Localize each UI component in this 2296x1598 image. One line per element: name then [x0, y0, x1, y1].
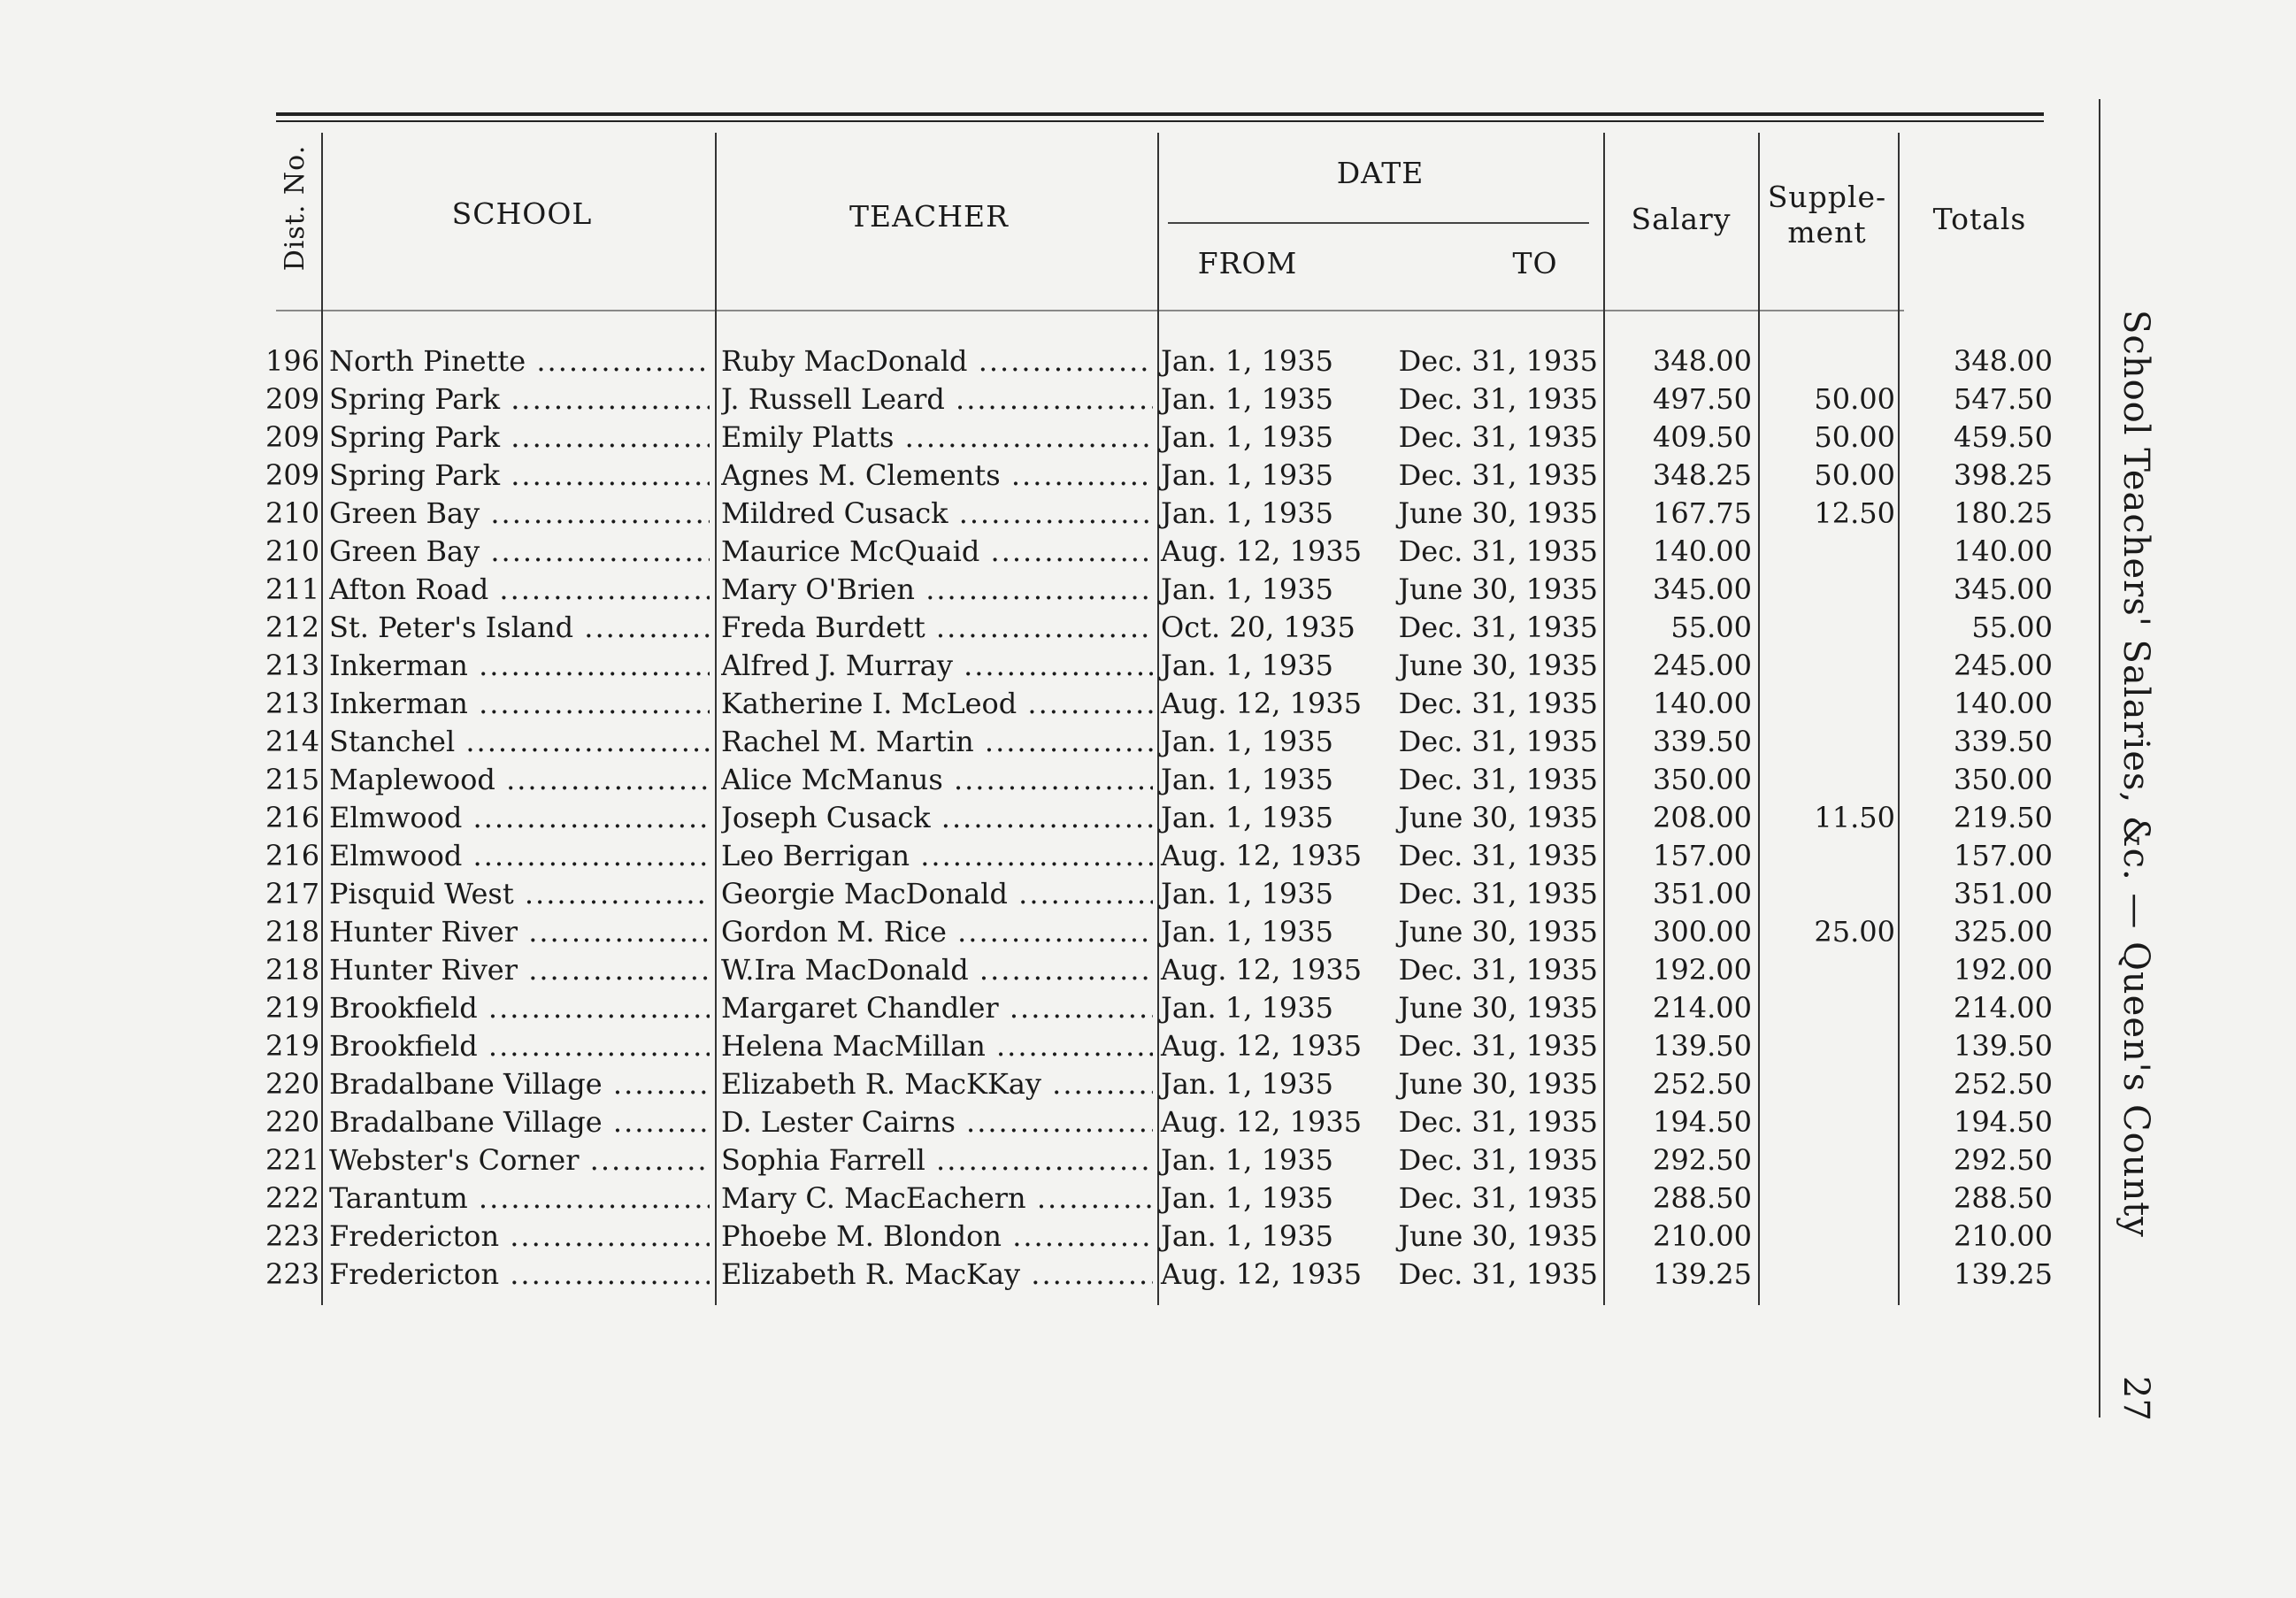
table-row	[0, 342, 2088, 380]
salary-cell: 55.00	[1670, 611, 1752, 644]
date-to-cell: Dec. 31, 1935	[1398, 1029, 1598, 1063]
salary-cell: 245.00	[1653, 649, 1752, 682]
school-cell: North Pinette .....	[329, 342, 710, 380]
date-to-cell: Dec. 31, 1935	[1398, 839, 1598, 872]
teacher-cell: Freda Burdett .....	[721, 609, 1153, 647]
teacher-cell: D. Lester Cairns .....	[721, 1103, 1153, 1141]
top-rule	[276, 112, 2044, 116]
date-from-cell: Jan. 1, 1935	[1161, 877, 1333, 910]
total-cell: 210.00	[1954, 1219, 2053, 1253]
table-row	[0, 1256, 2088, 1294]
date-from-cell: Aug. 12, 1935	[1161, 1257, 1363, 1291]
dist-no-cell: 210	[265, 534, 320, 568]
table-row	[0, 647, 2088, 685]
date-from-cell: Jan. 1, 1935	[1161, 1181, 1333, 1215]
dist-no-cell: 220	[265, 1105, 320, 1139]
date-to-cell: June 30, 1935	[1398, 915, 1598, 949]
date-to-cell: June 30, 1935	[1398, 496, 1598, 530]
school-cell: Webster's Corner .....	[329, 1141, 710, 1179]
teacher-cell: Rachel M. Martin .....	[721, 723, 1153, 761]
teacher-cell: Maurice McQuaid .....	[721, 533, 1153, 571]
table-row	[0, 571, 2088, 609]
school-cell: Pisquid West .....	[329, 875, 710, 913]
school-cell: Fredericton .....	[329, 1218, 710, 1256]
teacher-cell: Elizabeth R. MacKay .....	[721, 1256, 1153, 1294]
dist-no-cell: 218	[265, 915, 320, 949]
school-cell: Green Bay .....	[329, 495, 710, 533]
school-cell: St. Peter's Island .....	[329, 609, 710, 647]
school-cell: Spring Park .....	[329, 457, 710, 495]
table-row	[0, 1179, 2088, 1218]
date-from-cell: Aug. 12, 1935	[1161, 687, 1363, 720]
total-cell: 139.25	[1954, 1257, 2053, 1291]
salary-cell: 348.00	[1653, 344, 1752, 378]
salary-cell: 194.50	[1653, 1105, 1752, 1139]
teacher-cell: Georgie MacDonald .....	[721, 875, 1153, 913]
date-from-cell: Jan. 1, 1935	[1161, 496, 1333, 530]
total-cell: 288.50	[1954, 1181, 2053, 1215]
date-to-cell: June 30, 1935	[1398, 991, 1598, 1025]
school-cell: Stanchel .....	[329, 723, 710, 761]
salary-cell: 350.00	[1653, 763, 1752, 796]
total-cell: 180.25	[1954, 496, 2053, 530]
page-number: 27	[2116, 1376, 2156, 1421]
table-row	[0, 913, 2088, 951]
school-cell: Hunter River .....	[329, 951, 710, 989]
date-to-cell: Dec. 31, 1935	[1398, 1105, 1598, 1139]
date-to-cell: June 30, 1935	[1398, 1219, 1598, 1253]
table-row	[0, 723, 2088, 761]
school-cell: Inkerman .....	[329, 685, 710, 723]
school-cell: Elmwood .....	[329, 799, 710, 837]
header-totals: Totals	[1932, 202, 2027, 236]
date-to-cell: Dec. 31, 1935	[1398, 420, 1598, 454]
table-row	[0, 609, 2088, 647]
dist-no-cell: 216	[265, 839, 320, 872]
total-cell: 140.00	[1954, 534, 2053, 568]
teacher-cell: Joseph Cusack .....	[721, 799, 1153, 837]
teacher-cell: Emily Platts .....	[721, 419, 1153, 457]
school-cell: Spring Park .....	[329, 380, 710, 419]
table-row	[0, 1103, 2088, 1141]
date-from-cell: Jan. 1, 1935	[1161, 915, 1333, 949]
table-row	[0, 495, 2088, 533]
header-salary: Salary	[1631, 202, 1732, 236]
table-row	[0, 457, 2088, 495]
date-from-cell: Jan. 1, 1935	[1161, 763, 1333, 796]
school-cell: Afton Road .....	[329, 571, 710, 609]
date-to-cell: Dec. 31, 1935	[1398, 877, 1598, 910]
teacher-cell: Margaret Chandler .....	[721, 989, 1153, 1027]
teacher-cell: Alice McManus .....	[721, 761, 1153, 799]
total-cell: 398.25	[1954, 458, 2053, 492]
salary-cell: 167.75	[1653, 496, 1752, 530]
total-cell: 339.50	[1954, 725, 2053, 758]
dist-no-cell: 213	[265, 649, 320, 682]
teacher-cell: Gordon M. Rice .....	[721, 913, 1153, 951]
total-cell: 214.00	[1954, 991, 2053, 1025]
teacher-cell: W.Ira MacDonald .....	[721, 951, 1153, 989]
table-row	[0, 837, 2088, 875]
school-cell: Tarantum .....	[329, 1179, 710, 1218]
table-row	[0, 685, 2088, 723]
date-to-cell: Dec. 31, 1935	[1398, 611, 1598, 644]
salary-cell: 348.25	[1653, 458, 1752, 492]
total-cell: 55.00	[1971, 611, 2053, 644]
teacher-cell: Alfred J. Murray .....	[721, 647, 1153, 685]
date-to-cell: Dec. 31, 1935	[1398, 687, 1598, 720]
dist-no-cell: 223	[265, 1219, 320, 1253]
dist-no-cell: 210	[265, 496, 320, 530]
dist-no-cell: 219	[265, 1029, 320, 1063]
header-bottom-rule	[276, 310, 1904, 311]
total-cell: 351.00	[1954, 877, 2053, 910]
table-row	[0, 951, 2088, 989]
school-cell: Spring Park .....	[329, 419, 710, 457]
date-from-cell: Aug. 12, 1935	[1161, 839, 1363, 872]
table-row	[0, 533, 2088, 571]
teacher-cell: J. Russell Leard .....	[721, 380, 1153, 419]
date-from-cell: Aug. 12, 1935	[1161, 534, 1363, 568]
dist-no-cell: 223	[265, 1257, 320, 1291]
date-from-cell: Jan. 1, 1935	[1161, 420, 1333, 454]
school-cell: Bradalbane Village .....	[329, 1103, 710, 1141]
dist-no-cell: 196	[265, 344, 320, 378]
school-cell: Brookfield .....	[329, 1027, 710, 1065]
date-from-cell: Jan. 1, 1935	[1161, 344, 1333, 378]
salary-cell: 210.00	[1653, 1219, 1752, 1253]
school-cell: Inkerman .....	[329, 647, 710, 685]
salary-cell: 292.50	[1653, 1143, 1752, 1177]
total-cell: 345.00	[1954, 572, 2053, 606]
date-to-cell: June 30, 1935	[1398, 649, 1598, 682]
salary-cell: 345.00	[1653, 572, 1752, 606]
salary-cell: 351.00	[1653, 877, 1752, 910]
total-cell: 194.50	[1954, 1105, 2053, 1139]
dist-no-cell: 217	[265, 877, 320, 910]
header-dist-no: Dist. No.	[280, 144, 311, 272]
salary-cell: 139.25	[1653, 1257, 1752, 1291]
date-to-cell: Dec. 31, 1935	[1398, 534, 1598, 568]
table-row	[0, 1141, 2088, 1179]
school-cell: Maplewood .....	[329, 761, 710, 799]
date-to-cell: June 30, 1935	[1398, 572, 1598, 606]
supplement-cell: 11.50	[1814, 801, 1895, 834]
header-to: TO	[1512, 246, 1558, 280]
supplement-cell: 50.00	[1814, 420, 1895, 454]
table-row	[0, 419, 2088, 457]
date-to-cell: Dec. 31, 1935	[1398, 1257, 1598, 1291]
school-cell: Hunter River .....	[329, 913, 710, 951]
header-from: FROM	[1197, 246, 1298, 280]
running-title: School Teachers' Salaries, &c. — Queen's County	[2116, 310, 2156, 1238]
header-supplement: Supple- ment	[1767, 180, 1887, 250]
school-cell: Fredericton .....	[329, 1256, 710, 1294]
salary-cell: 339.50	[1653, 725, 1752, 758]
date-from-cell: Aug. 12, 1935	[1161, 1029, 1363, 1063]
dist-no-cell: 216	[265, 801, 320, 834]
table-row	[0, 1065, 2088, 1103]
salary-cell: 497.50	[1653, 382, 1752, 416]
total-cell: 140.00	[1954, 687, 2053, 720]
dist-no-cell: 211	[265, 572, 320, 606]
salary-cell: 139.50	[1653, 1029, 1752, 1063]
date-from-cell: Jan. 1, 1935	[1161, 1143, 1333, 1177]
header-date: DATE	[1336, 156, 1424, 190]
teacher-cell: Mary O'Brien .....	[721, 571, 1153, 609]
table-row	[0, 799, 2088, 837]
teacher-cell: Agnes M. Clements .....	[721, 457, 1153, 495]
teacher-cell: Helena MacMillan .....	[721, 1027, 1153, 1065]
dist-no-cell: 220	[265, 1067, 320, 1101]
dist-no-cell: 212	[265, 611, 320, 644]
total-cell: 292.50	[1954, 1143, 2053, 1177]
date-from-cell: Jan. 1, 1935	[1161, 1067, 1333, 1101]
date-to-cell: Dec. 31, 1935	[1398, 458, 1598, 492]
teacher-cell: Leo Berrigan .....	[721, 837, 1153, 875]
total-cell: 459.50	[1954, 420, 2053, 454]
total-cell: 139.50	[1954, 1029, 2053, 1063]
school-cell: Elmwood .....	[329, 837, 710, 875]
salary-cell: 208.00	[1653, 801, 1752, 834]
total-cell: 219.50	[1954, 801, 2053, 834]
date-to-cell: Dec. 31, 1935	[1398, 725, 1598, 758]
teacher-cell: Sophia Farrell .....	[721, 1141, 1153, 1179]
supplement-cell: 50.00	[1814, 458, 1895, 492]
date-to-cell: Dec. 31, 1935	[1398, 1181, 1598, 1215]
total-cell: 547.50	[1954, 382, 2053, 416]
school-cell: Green Bay .....	[329, 533, 710, 571]
dist-no-cell: 218	[265, 953, 320, 987]
dist-no-cell: 209	[265, 382, 320, 416]
dist-no-cell: 214	[265, 725, 320, 758]
date-from-cell: Jan. 1, 1935	[1161, 991, 1333, 1025]
school-cell: Bradalbane Village .....	[329, 1065, 710, 1103]
date-divider	[1168, 222, 1589, 224]
date-from-cell: Jan. 1, 1935	[1161, 572, 1333, 606]
date-from-cell: Jan. 1, 1935	[1161, 725, 1333, 758]
table-row	[0, 989, 2088, 1027]
teacher-cell: Phoebe M. Blondon .....	[721, 1218, 1153, 1256]
date-to-cell: Dec. 31, 1935	[1398, 763, 1598, 796]
total-cell: 157.00	[1954, 839, 2053, 872]
salary-cell: 140.00	[1653, 687, 1752, 720]
school-cell: Brookfield .....	[329, 989, 710, 1027]
dist-no-cell: 209	[265, 458, 320, 492]
salary-cell: 214.00	[1653, 991, 1752, 1025]
total-cell: 348.00	[1954, 344, 2053, 378]
total-cell: 350.00	[1954, 763, 2053, 796]
table-row	[0, 761, 2088, 799]
table-row	[0, 1218, 2088, 1256]
dist-no-cell: 215	[265, 763, 320, 796]
date-to-cell: June 30, 1935	[1398, 1067, 1598, 1101]
dist-no-cell: 222	[265, 1181, 320, 1215]
top-rule-thin	[276, 120, 2044, 122]
date-from-cell: Aug. 12, 1935	[1161, 953, 1363, 987]
table-row	[0, 875, 2088, 913]
date-from-cell: Jan. 1, 1935	[1161, 801, 1333, 834]
date-from-cell: Jan. 1, 1935	[1161, 1219, 1333, 1253]
dist-no-cell: 221	[265, 1143, 320, 1177]
date-to-cell: Dec. 31, 1935	[1398, 344, 1598, 378]
salary-cell: 252.50	[1653, 1067, 1752, 1101]
teacher-cell: Ruby MacDonald .....	[721, 342, 1153, 380]
header-teacher: TEACHER	[849, 199, 1009, 234]
dist-no-cell: 209	[265, 420, 320, 454]
salary-cell: 300.00	[1653, 915, 1752, 949]
dist-no-cell: 213	[265, 687, 320, 720]
teacher-cell: Mildred Cusack .....	[721, 495, 1153, 533]
header-school: SCHOOL	[451, 196, 593, 231]
date-to-cell: Dec. 31, 1935	[1398, 382, 1598, 416]
salary-cell: 288.50	[1653, 1181, 1752, 1215]
dist-no-cell: 219	[265, 991, 320, 1025]
total-cell: 245.00	[1954, 649, 2053, 682]
salary-cell: 140.00	[1653, 534, 1752, 568]
margin-rule	[2099, 99, 2100, 1417]
teacher-cell: Mary C. MacEachern .....	[721, 1179, 1153, 1218]
salary-table	[0, 342, 2088, 1294]
date-to-cell: Dec. 31, 1935	[1398, 953, 1598, 987]
supplement-cell: 50.00	[1814, 382, 1895, 416]
teacher-cell: Katherine I. McLeod .....	[721, 685, 1153, 723]
supplement-cell: 12.50	[1814, 496, 1895, 530]
total-cell: 325.00	[1954, 915, 2053, 949]
total-cell: 252.50	[1954, 1067, 2053, 1101]
table-row	[0, 380, 2088, 419]
table-row	[0, 1027, 2088, 1065]
total-cell: 192.00	[1954, 953, 2053, 987]
salary-cell: 192.00	[1653, 953, 1752, 987]
salary-cell: 409.50	[1653, 420, 1752, 454]
date-to-cell: Dec. 31, 1935	[1398, 1143, 1598, 1177]
date-from-cell: Oct. 20, 1935	[1161, 611, 1355, 644]
date-from-cell: Jan. 1, 1935	[1161, 649, 1333, 682]
date-from-cell: Aug. 12, 1935	[1161, 1105, 1363, 1139]
date-from-cell: Jan. 1, 1935	[1161, 382, 1333, 416]
date-from-cell: Jan. 1, 1935	[1161, 458, 1333, 492]
salary-cell: 157.00	[1653, 839, 1752, 872]
date-to-cell: June 30, 1935	[1398, 801, 1598, 834]
supplement-cell: 25.00	[1814, 915, 1895, 949]
teacher-cell: Elizabeth R. MacKKay .....	[721, 1065, 1153, 1103]
